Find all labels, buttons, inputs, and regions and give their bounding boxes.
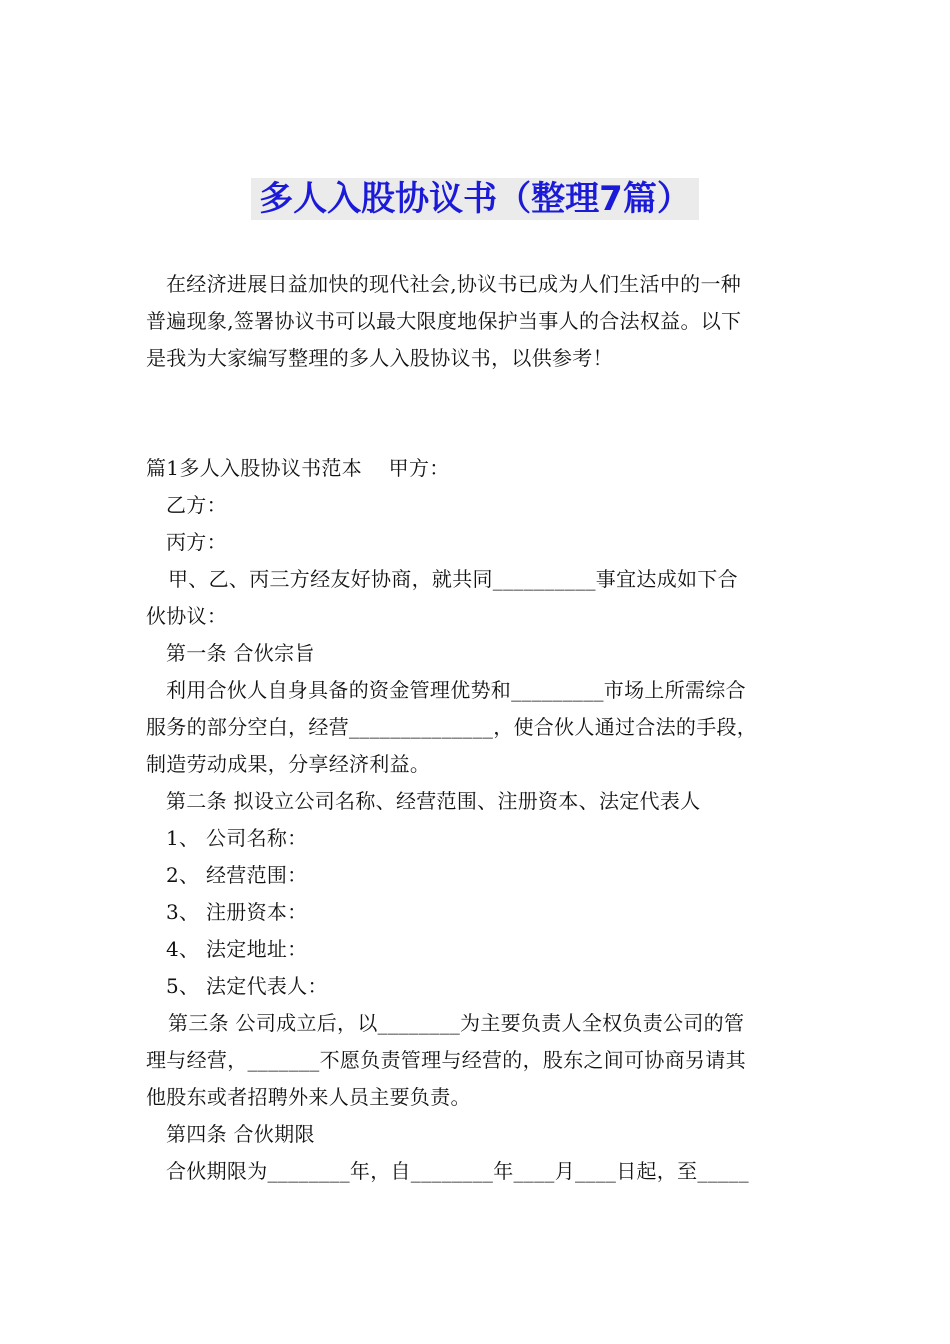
body-line: 合伙期限为________年，自________年____月____日起，至_____	[166, 1159, 749, 1183]
title-container	[0, 178, 950, 220]
article-heading: 第一条 合伙宗旨	[166, 641, 315, 665]
body-line: 制造劳动成果，分享经济利益。	[146, 752, 431, 776]
body-line: 伙协议：	[146, 604, 228, 628]
list-item: 3、 注册资本：	[166, 900, 308, 924]
article-heading: 第四条 合伙期限	[166, 1122, 315, 1146]
body-line: 服务的部分空白，经营______________，使合伙人通过合法的手段，	[146, 715, 758, 739]
body-line: 乙方：	[166, 493, 227, 517]
document-title: 多人入股协议书（整理7篇）	[251, 178, 699, 220]
intro-line: 在经济进展日益加快的现代社会,协议书已成为人们生活中的一种	[166, 272, 742, 296]
list-item: 4、 法定地址：	[166, 937, 308, 961]
article-heading: 第三条 公司成立后，以________为主要负责人全权负责公司的管	[168, 1011, 745, 1035]
list-item: 2、 经营范围：	[166, 863, 308, 887]
article-heading: 第二条 拟设立公司名称、经营范围、注册资本、法定代表人	[166, 789, 701, 813]
body-line: 利用合伙人自身具备的资金管理优势和_________市场上所需综合	[166, 678, 746, 702]
intro-paragraph	[146, 266, 816, 377]
body-line: 理与经营，_______不愿负责管理与经营的，股东之间可协商另请其	[146, 1048, 746, 1072]
section-heading: 篇1多人入股协议书范本 甲方：	[146, 456, 450, 480]
body-line: 丙方：	[166, 530, 227, 554]
list-item: 5、 法定代表人：	[166, 974, 328, 998]
list-item: 1、 公司名称：	[166, 826, 308, 850]
agreement-body	[146, 450, 816, 1190]
body-line: 他股东或者招聘外来人员主要负责。	[146, 1085, 471, 1109]
intro-line: 是我为大家编写整理的多人入股协议书，以供参考！	[146, 346, 613, 370]
intro-line: 普遍现象,签署协议书可以最大限度地保护当事人的合法权益。以下	[146, 309, 742, 333]
body-line: 甲、乙、丙三方经友好协商，就共同__________事宜达成如下合	[168, 567, 738, 591]
